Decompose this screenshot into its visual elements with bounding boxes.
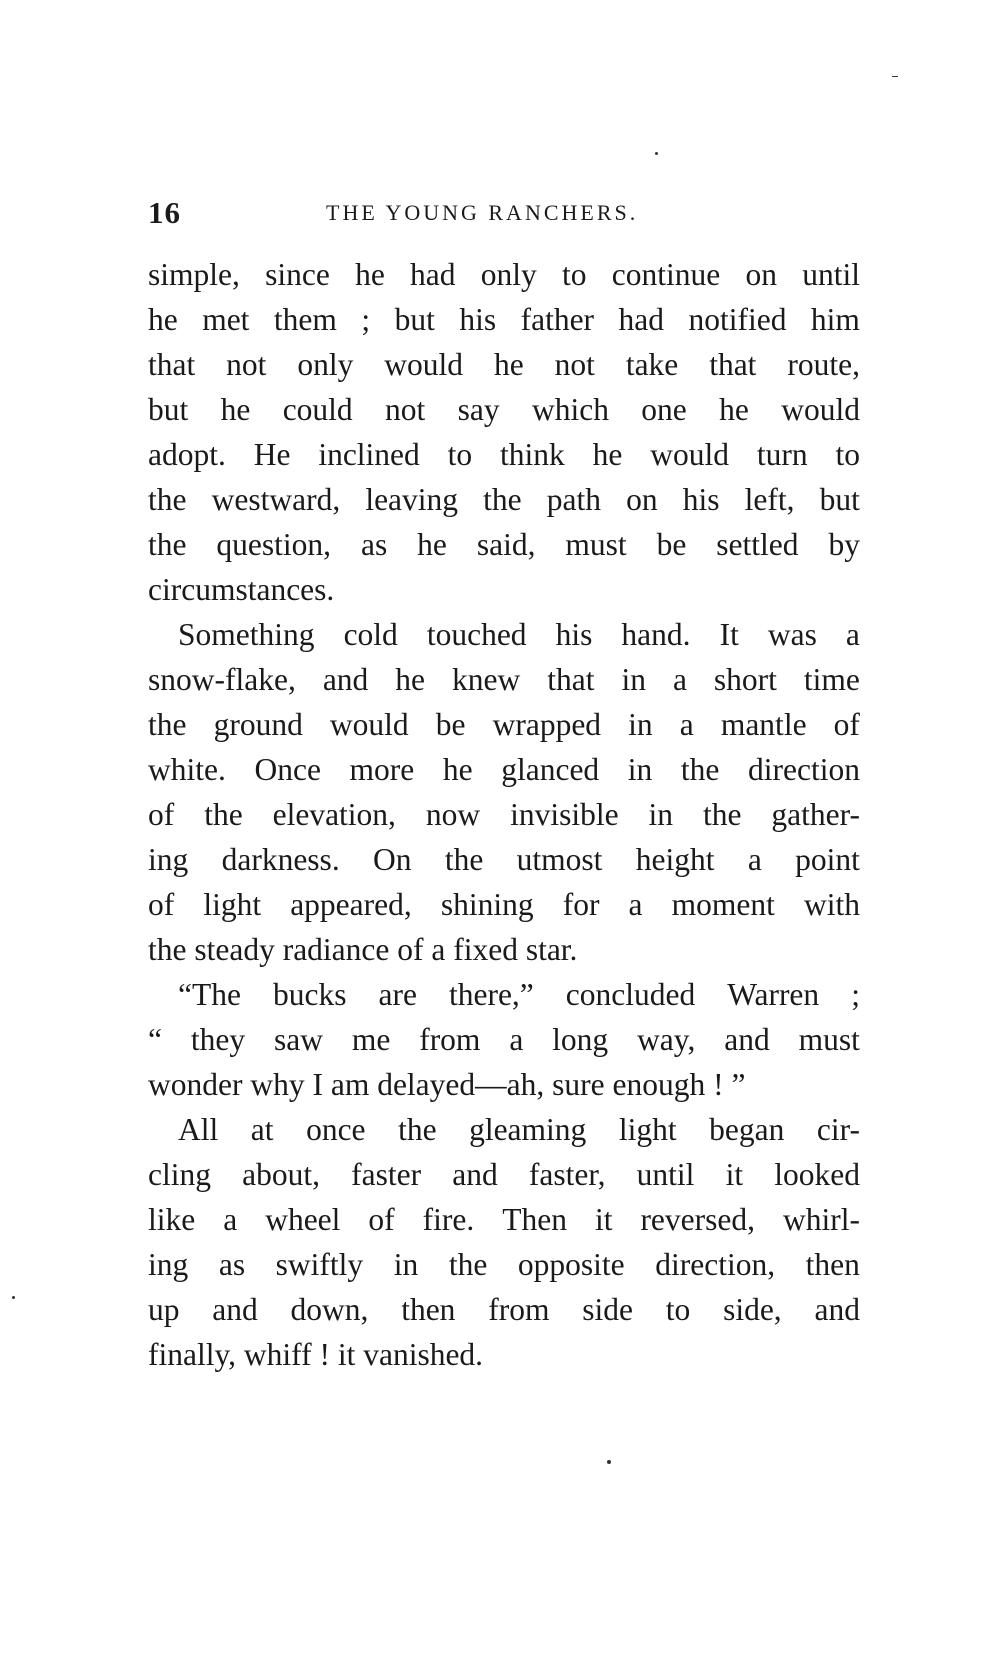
text-line: white. Once more he glanced in the direction [148, 752, 860, 787]
text-line: adopt. He inclined to think he would turn to [148, 437, 860, 472]
print-speck [655, 152, 658, 155]
text-line: but he could not say which one he would [148, 392, 860, 427]
paragraph [148, 972, 860, 1107]
text-line: All at once the gleaming light began cir- [178, 1112, 860, 1147]
text-line: “ they saw me from a long way, and must [148, 1022, 860, 1057]
paragraph [148, 1107, 860, 1377]
text-line: simple, since he had only to continue on until [148, 257, 860, 292]
text-line: circumstances. [148, 572, 335, 607]
text-line: of light appeared, shining for a moment with [148, 887, 860, 922]
text-line: the steady radiance of a fixed star. [148, 932, 578, 967]
page-number: 16 [148, 195, 181, 230]
text-line: like a wheel of fire. Then it reversed, whirl- [148, 1202, 860, 1237]
text-line: the question, as he said, must be settled by [148, 527, 860, 562]
body-text [148, 252, 860, 1377]
text-line: the westward, leaving the path on his left, but [148, 482, 860, 517]
paragraph [148, 612, 860, 972]
text-line: wonder why I am delayed—ah, sure enough ! ” [148, 1067, 746, 1102]
text-line: that not only would he not take that route, [148, 347, 860, 382]
text-line: the ground would be wrapped in a mantle of [148, 707, 860, 742]
text-line: “The bucks are there,” concluded Warren ; [178, 977, 860, 1012]
running-title: THE YOUNG RANCHERS. [326, 200, 639, 225]
text-line: finally, whiff ! it vanished. [148, 1337, 484, 1372]
print-speck [12, 1296, 15, 1299]
running-head [148, 195, 860, 235]
text-line: ing darkness. On the utmost height a point [148, 842, 860, 877]
print-speck [892, 76, 898, 77]
text-line: Something cold touched his hand. It was a [178, 617, 860, 652]
print-speck [607, 1460, 611, 1464]
text-line: snow-flake, and he knew that in a short time [148, 662, 860, 697]
text-line: he met them ; but his father had notified him [148, 302, 860, 337]
paragraph [148, 252, 860, 612]
text-line: cling about, faster and faster, until it looked [148, 1157, 860, 1192]
text-line: up and down, then from side to side, and [148, 1292, 860, 1327]
text-line: of the elevation, now invisible in the gather- [148, 797, 860, 832]
text-line: ing as swiftly in the opposite direction, then [148, 1247, 860, 1282]
